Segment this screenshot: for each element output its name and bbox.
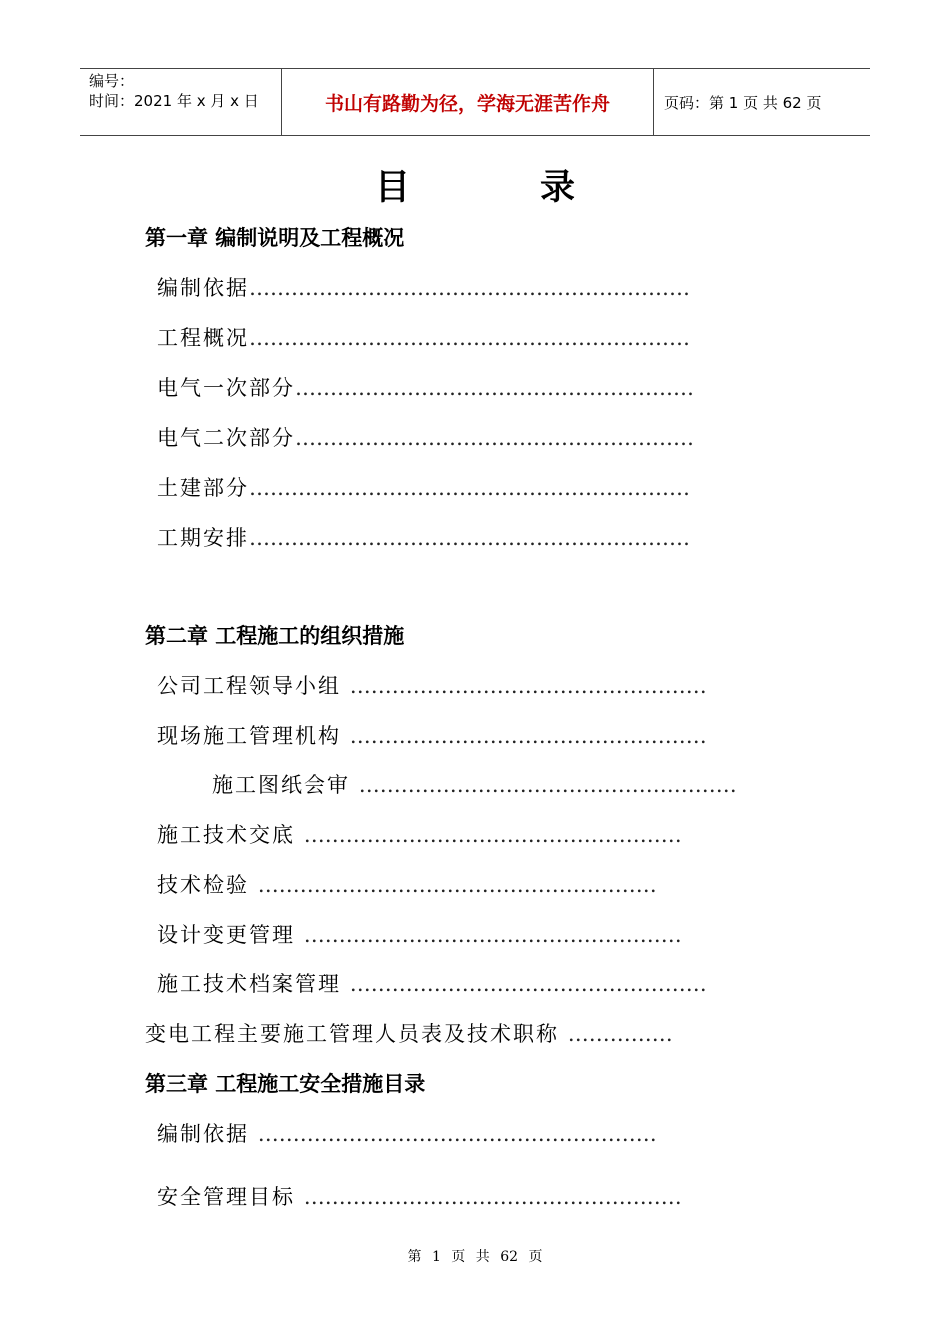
chapter-2-heading: 第二章 工程施工的组织措施 <box>145 624 405 648</box>
toc-entry-label: 编制依据 <box>157 1122 258 1146</box>
toc-entry <box>157 720 707 750</box>
chapter-3-heading: 第三章 工程施工安全措施目录 <box>145 1072 426 1096</box>
toc-title: 目录 <box>374 168 705 208</box>
toc-entry-label: 电气二次部分 <box>157 426 295 450</box>
toc-entry <box>145 1018 673 1048</box>
toc-entry <box>157 322 690 352</box>
page-footer: 第 1 页 共 62 页 <box>407 1249 543 1265</box>
toc-leader-dots: ……………………………………………………… <box>249 326 690 350</box>
toc-entry-label: 公司工程领导小组 <box>157 674 350 698</box>
toc-leader-dots: …………………………………………… <box>349 724 707 748</box>
document-time-label: 时间：2021 年 x 月 x 日 <box>89 92 259 110</box>
toc-leader-dots: ………………………………………………… <box>295 376 694 400</box>
toc-leader-dots: ……………………………………………………… <box>249 276 690 300</box>
toc-entry <box>157 670 707 700</box>
toc-leader-dots: ……………………………………………… <box>303 923 682 947</box>
toc-entry <box>212 769 737 799</box>
toc-entry <box>157 819 682 849</box>
toc-leader-dots: …………………………………………… <box>349 972 707 996</box>
toc-leader-dots: ………………………………………………… <box>257 1122 657 1146</box>
toc-entry-label: 工程概况 <box>157 326 249 350</box>
toc-entry-label: 编制依据 <box>157 276 249 300</box>
toc-entry-label: 安全管理目标 <box>157 1185 304 1209</box>
toc-entry <box>157 919 682 949</box>
chapter-1-heading: 第一章 编制说明及工程概况 <box>145 226 405 250</box>
toc-leader-dots: …………………………………………… <box>349 674 707 698</box>
toc-leader-dots: ………………………………………………… <box>257 873 657 897</box>
header-page-info: 页码：第 1 页 共 62 页 <box>664 93 822 112</box>
document-header <box>80 68 870 136</box>
toc-entry-label: 施工技术档案管理 <box>157 972 350 996</box>
toc-entry <box>157 869 657 899</box>
header-meta <box>80 69 282 135</box>
toc-entry <box>157 272 690 302</box>
toc-leader-dots: ……………………………………………………… <box>249 526 690 550</box>
toc-leader-dots: ………………………………………………… <box>295 426 694 450</box>
toc-entry-label: 现场施工管理机构 <box>157 724 350 748</box>
toc-leader-dots: ……………………………………………………… <box>249 476 690 500</box>
toc-entry <box>157 472 690 502</box>
toc-entry-label: 土建部分 <box>157 476 249 500</box>
toc-entry <box>157 968 707 998</box>
toc-entry-label: 设计变更管理 <box>157 923 304 947</box>
toc-entry <box>157 372 694 402</box>
toc-entry <box>157 1181 682 1211</box>
document-number-label: 编号： <box>89 72 135 90</box>
toc-entry-label: 变电工程主要施工管理人员表及技术职称 <box>145 1022 568 1046</box>
toc-entry-label: 工期安排 <box>157 526 249 550</box>
toc-entry-label: 技术检验 <box>157 873 258 897</box>
toc-entry-label: 施工技术交底 <box>157 823 304 847</box>
toc-leader-dots: …………… <box>567 1022 673 1046</box>
toc-entry-label: 施工图纸会审 <box>212 773 359 797</box>
toc-leader-dots: ……………………………………………… <box>358 773 737 797</box>
toc-leader-dots: ……………………………………………… <box>303 1185 682 1209</box>
toc-entry-label: 电气一次部分 <box>157 376 295 400</box>
toc-leader-dots: ……………………………………………… <box>303 823 682 847</box>
toc-entry <box>157 1118 657 1148</box>
toc-entry <box>157 422 694 452</box>
header-motto: 书山有路勤为径，学海无涯苦作舟 <box>282 69 654 135</box>
toc-entry <box>157 522 690 552</box>
